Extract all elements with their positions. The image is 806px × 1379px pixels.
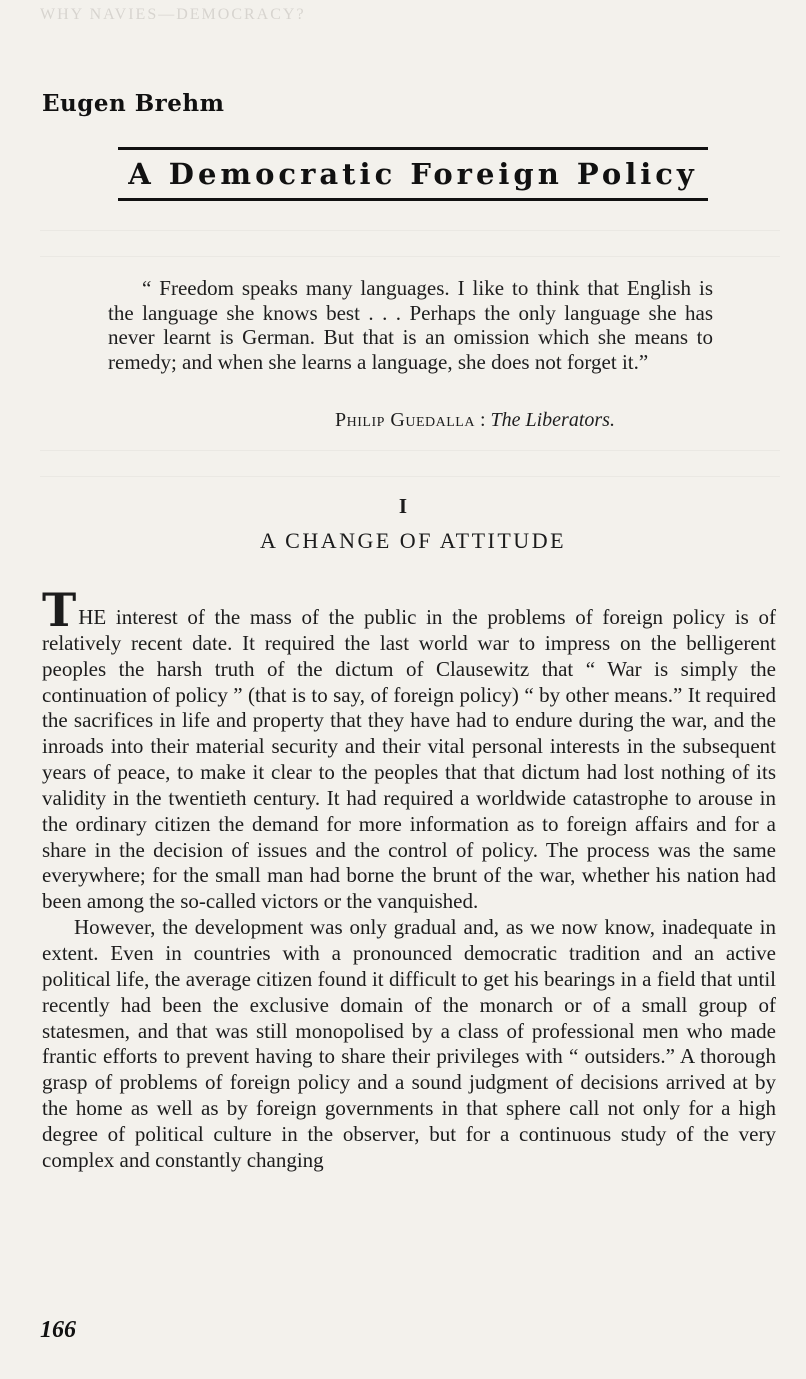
paragraph-1-text: HE interest of the mass of the public in the problems of foreign policy is of relatively recent date. It required the last world war to impress on the belligerent peoples the harsh truth of the dictum of Clausewitz that “ War is simply the continuation of policy ” (that is to say, of foreign policy) “ by other means.” It required the sacrifices in life and property that they have had to endure during the war, and the inroads into their material security and their vital personal interests in the subsequent years of peace, to make it clear to the peoples that that dictum had lost nothing of its validity in the twentieth century. It had required a worldwide catastrophe to arouse in the ordinary citizen the demand for more information as to foreign affairs and for a share in the decision of issues and the control of policy. The process was the same everywhere; for the small man had borne the brunt of the war, whether his nation had been among the so-called victors or the vanquished. [42,605,776,914]
body-paragraph-1 [42,583,776,915]
running-head-bleed: WHY NAVIES—DEMOCRACY? [40,6,306,23]
body-paragraph-2: However, the development was only gradual and, as we now know, inadequate in extent. Even in countries with a pronounced democratic tradition and an active political life, the average citizen found it difficult to get his bearings in a field that until recently had been the exclusive domain of the monarch or of a small group of statesmen, and that was still monopolised by a class of professional men who made frantic efforts to prevent having to share their privileges with “ outsiders.” A thorough grasp of problems of foreign policy and a sound judgment of decisions arrived at by the home as well as by foreign governments in that sphere call not only for a high degree of political culture in the observer, but for a continuous study of the very complex and constantly changing [42,915,776,1172]
title-rule-bottom [118,198,708,201]
epigraph-attribution [335,409,615,432]
epigraph [108,276,713,374]
epigraph-author: Philip Guedalla [335,409,475,431]
section-number: I [398,494,408,518]
article-body [42,583,776,1174]
epigraph-book: The Liberators. [490,409,615,431]
title-rule-top [118,147,708,150]
attribution-separator: : [474,409,491,431]
article-title: A Democratic Foreign Policy [128,157,698,191]
epigraph-quote: “ Freedom speaks many languages. I like to think that English is the language she knows best . . . Perhaps the only language she has never learnt is German. But that is an omission which she means to remedy; and when she learns a language, she does not forget it.” [108,276,713,374]
page-number: 166 [40,1317,76,1343]
section-title: A CHANGE OF ATTITUDE [259,528,567,553]
drop-cap: T [42,583,77,637]
author-name: Eugen Brehm [42,90,225,117]
